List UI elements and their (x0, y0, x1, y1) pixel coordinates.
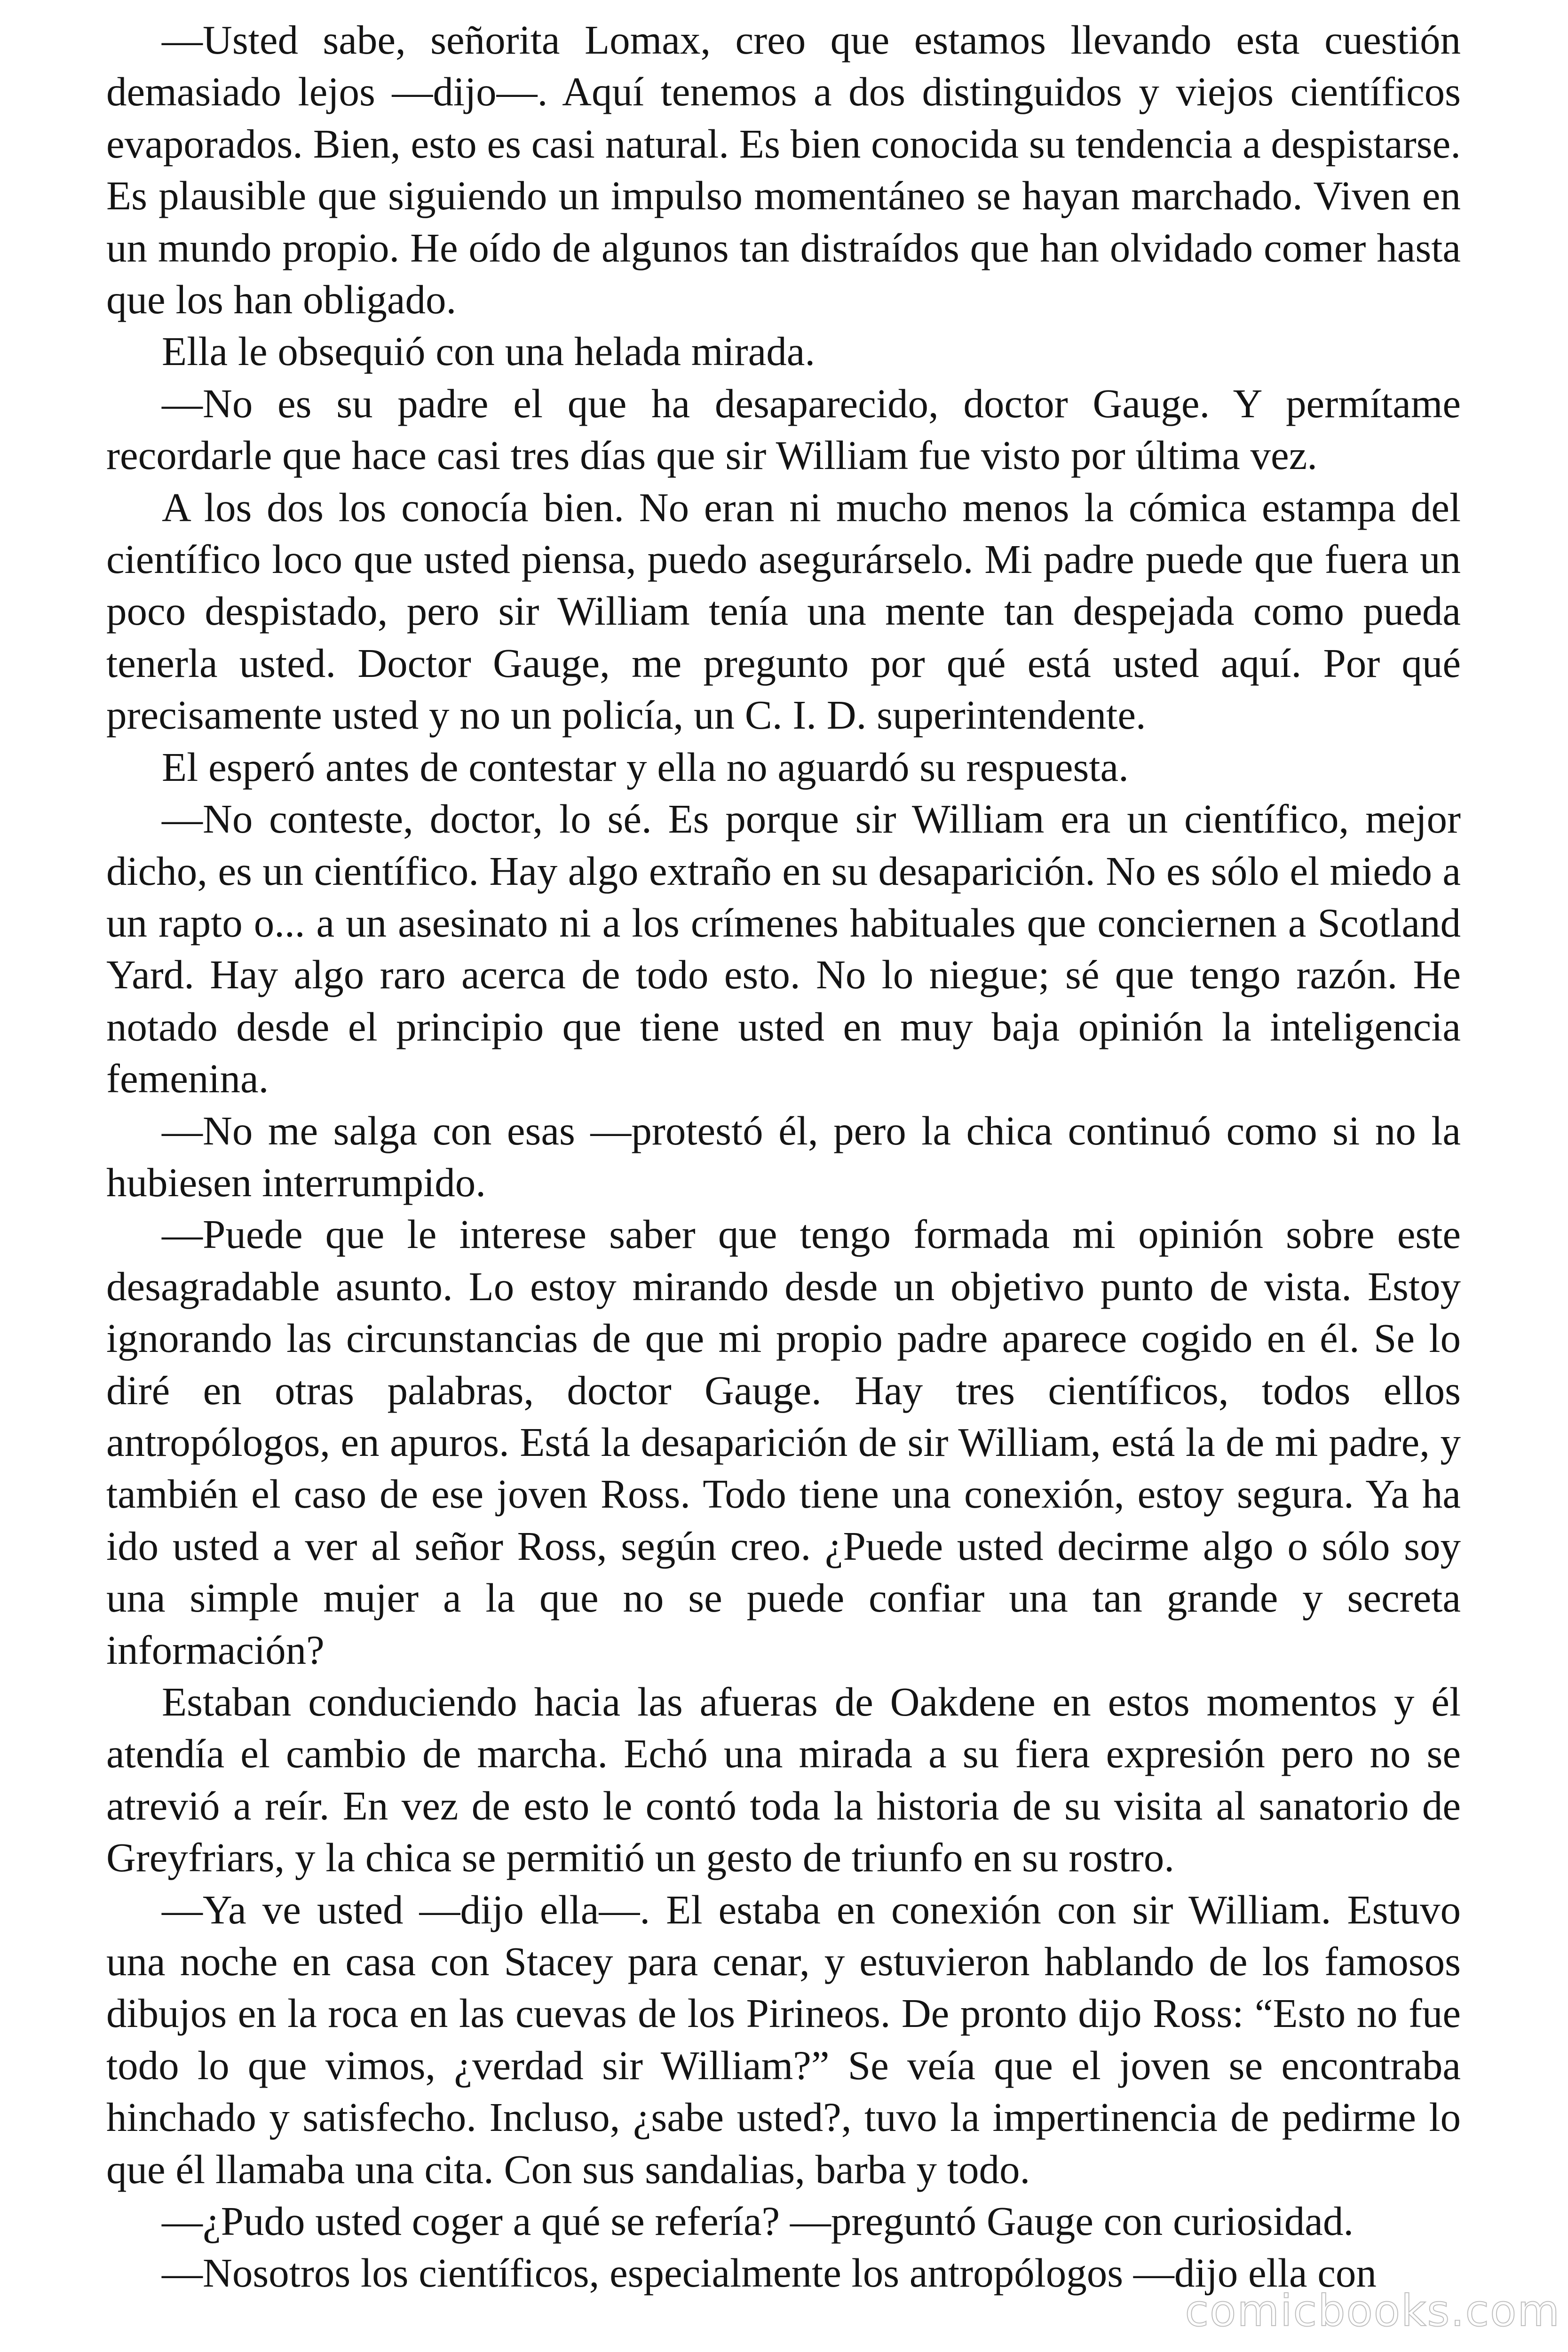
paragraph: —Usted sabe, señorita Lomax, creo que estamos llevando esta cuestión demasiado lejos —dijo—. Aquí tenemos a dos distinguidos y viejos científicos evaporados. Bien, esto es casi natural. Es bien conocida su tendencia a despistarse. Es plausible que siguiendo un impulso momentáneo se hayan marchado. Viven en un mundo propio. He oído de algunos tan distraídos que han olvidado comer hasta que los han obligado. (106, 17, 1461, 323)
paragraph: —Ya ve usted —dijo ella—. El estaba en conexión con sir William. Estuvo una noche en casa con Stacey para cenar, y estuvieron hablando de los famosos dibujos en la roca en las cuevas de los Pirineos. De pronto dijo Ross: “Esto no fue todo lo que vimos, ¿verdad sir William?” Se veía que el joven se encontraba hinchado y satisfecho. Incluso, ¿sabe usted?, tuvo la impertinencia de pedirme lo que él llamaba una cita. Con sus sandalias, barba y todo. (106, 1886, 1461, 2192)
paragraph: —No es su padre el que ha desaparecido, doctor Gauge. Y permítame recordarle que hace casi tres días que sir William fue visto por última vez. (106, 380, 1461, 478)
paragraph: A los dos los conocía bien. No eran ni mucho menos la cómica estampa del científico loco que usted piensa, puedo asegurárselo. Mi padre puede que fuera un poco despistado, pero sir William tenía una mente tan despejada como pueda tenerla usted. Doctor Gauge, me pregunto por qué está usted aquí. Por qué precisamente usted y no un policía, un C. I. D. superintendente. (106, 484, 1461, 738)
paragraph: —Puede que le interese saber que tengo formada mi opinión sobre este desagradable asunto. Lo estoy mirando desde un objetivo punto de vista. Estoy ignorando las circunstancias de que mi propio padre aparece cogido en él. Se lo diré en otras palabras, doctor Gauge. Hay tres científicos, todos ellos antropólogos, en apuros. Está la desaparición de sir William, está la de mi padre, y también el caso de ese joven Ross. Todo tiene una conexión, estoy segura. Ya ha ido usted a ver al señor Ross, según creo. ¿Puede usted decirme algo o sólo soy una simple mujer a la que no se puede confiar una tan grande y secreta información? (106, 1211, 1461, 1673)
body-text (106, 14, 1461, 2299)
watermark: comicbooks.com (1185, 2286, 1560, 2336)
paragraph: Estaban conduciendo hacia las afueras de Oakdene en estos momentos y él atendía el cambio de marcha. Echó una mirada a su fiera expresión pero no se atrevió a reír. En vez de esto le contó toda la historia de su visita al sanatorio de Greyfriars, y la chica se permitió un gesto de triunfo en su rostro. (106, 1679, 1461, 1881)
paragraph: El esperó antes de contestar y ella no aguardó su respuesta. (162, 744, 1129, 790)
paragraph: Ella le obsequió con una helada mirada. (162, 328, 816, 374)
paragraph: —No me salga con esas —protestó él, pero la chica continuó como si no la hubiesen interrumpido. (106, 1107, 1461, 1205)
paragraph: —¿Pudo usted coger a qué se refería? —preguntó Gauge con curiosidad. (162, 2198, 1354, 2244)
paragraph: —No conteste, doctor, lo sé. Es porque sir William era un científico, mejor dicho, es un científico. Hay algo extraño en su desaparición. No es sólo el miedo a un rapto o... a un asesinato ni a los crímenes habituales que conciernen a Scotland Yard. Hay algo raro acerca de todo esto. No lo niegue; sé que tengo razón. He notado desde el principio que tiene usted en muy baja opinión la inteligencia femenina. (106, 796, 1461, 1102)
paragraph: —Nosotros los científicos, especialmente los antropólogos —dijo ella con (162, 2250, 1377, 2296)
